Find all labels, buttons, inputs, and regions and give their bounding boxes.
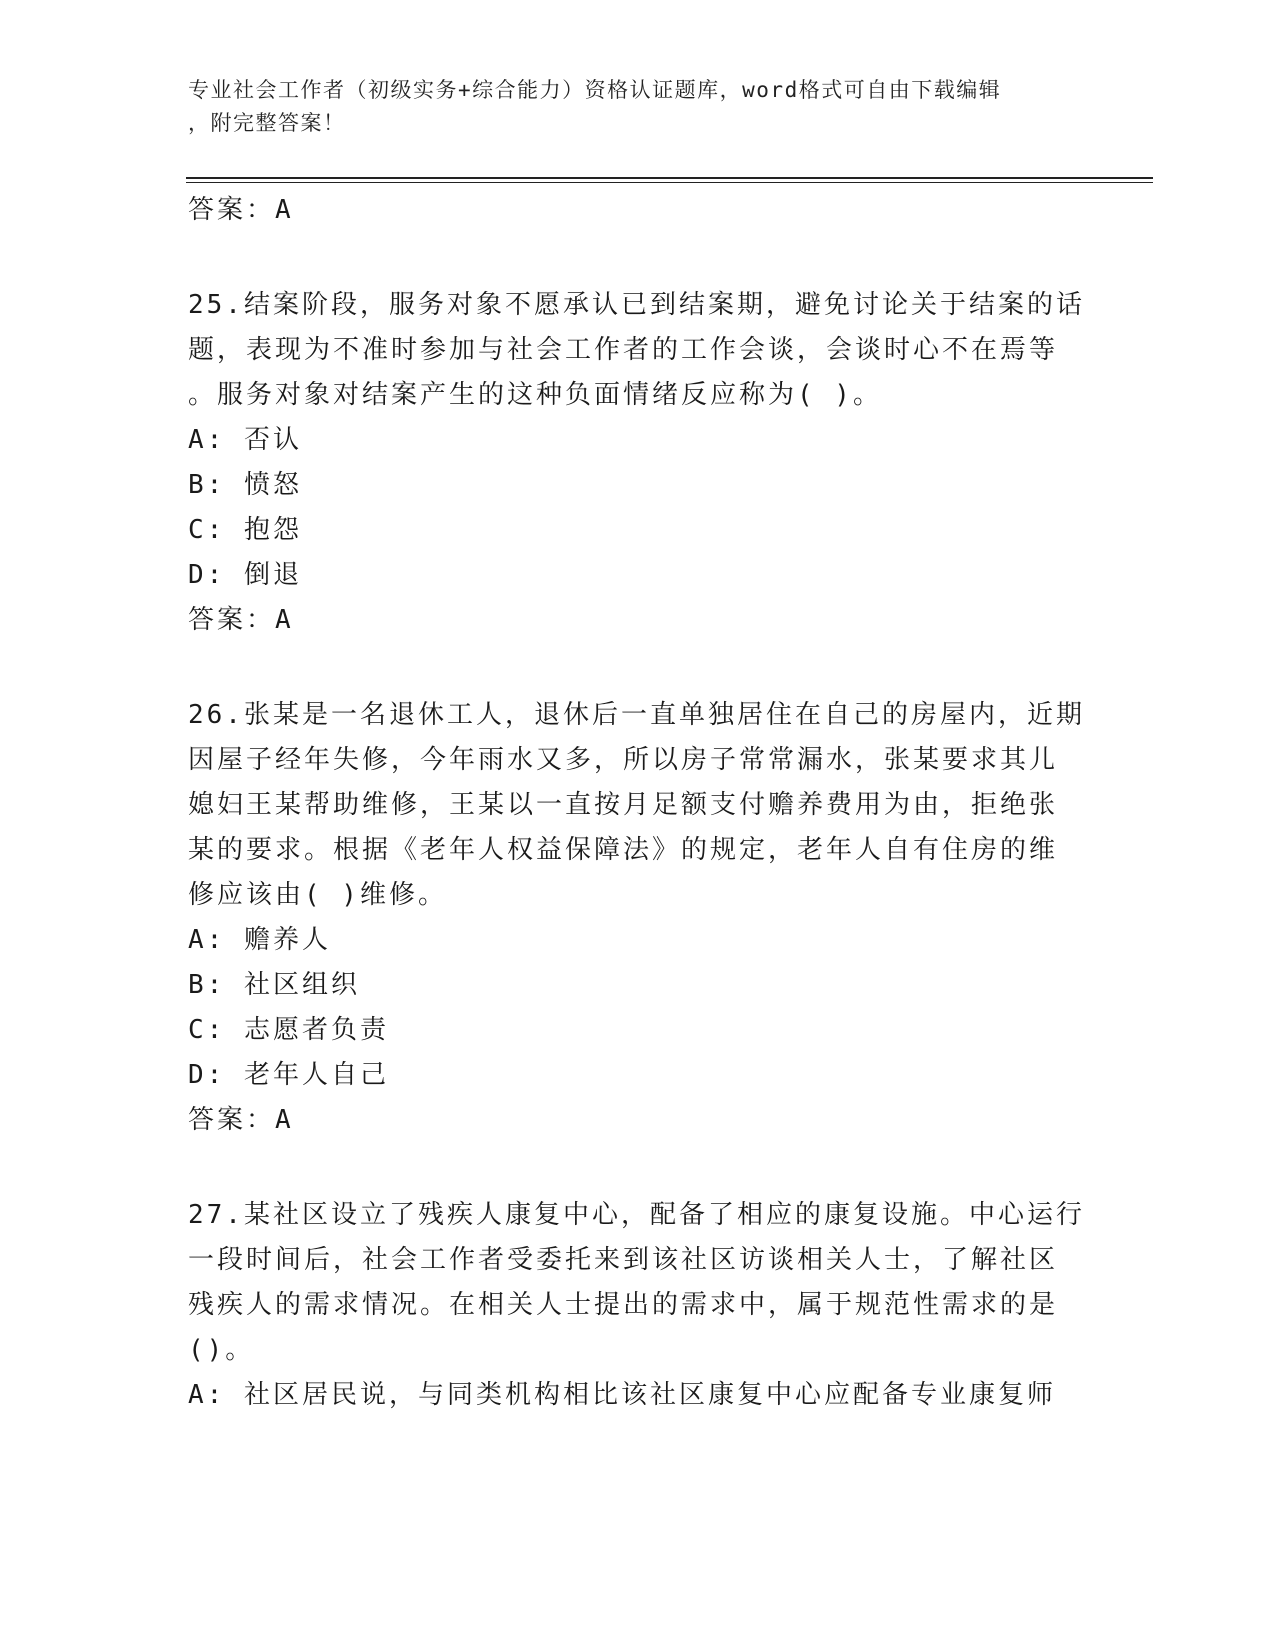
answer-line: 答案：A	[188, 605, 294, 635]
question-stem-line: 残疾人的需求情况。在相关人士提出的需求中，属于规范性需求的是	[188, 1290, 1059, 1320]
option-b: B: 愤怒	[188, 470, 302, 500]
question-25	[188, 283, 1088, 643]
question-stem-line: 题，表现为不准时参加与社会工作者的工作会谈，会谈时心不在焉等	[188, 335, 1059, 365]
spacer	[188, 1143, 1088, 1193]
option-a: A: 否认	[188, 425, 302, 455]
question-stem-line: 。服务对象对结案产生的这种负面情绪反应称为( )。	[188, 380, 882, 410]
header-title-line-1: 专业社会工作者（初级实务+综合能力）资格认证题库，word格式可自由下载编辑	[188, 78, 1002, 102]
answer-line: 答案：A	[188, 1105, 294, 1135]
question-stem-line: 25.结案阶段，服务对象不愿承认已到结案期，避免讨论关于结案的话	[188, 290, 1085, 320]
question-stem-line: 修应该由( )维修。	[188, 880, 447, 910]
page-header	[188, 74, 1088, 140]
option-a: A: 赡养人	[188, 925, 331, 955]
spacer	[188, 643, 1088, 693]
option-c: C: 志愿者负责	[188, 1015, 389, 1045]
question-stem-line: 27.某社区设立了残疾人康复中心，配备了相应的康复设施。中心运行	[188, 1200, 1085, 1230]
question-27	[188, 1193, 1088, 1418]
previous-answer: 答案：A	[188, 195, 294, 225]
header-divider-thin	[186, 182, 1153, 183]
spacer	[188, 233, 1088, 283]
question-stem-line: 一段时间后，社会工作者受委托来到该社区访谈相关人士，了解社区	[188, 1245, 1059, 1275]
header-divider-thick	[186, 177, 1153, 179]
question-26	[188, 693, 1088, 1143]
question-content	[188, 188, 1088, 1418]
option-d: D: 倒退	[188, 560, 302, 590]
header-title-line-2: ，附完整答案！	[188, 111, 346, 135]
option-c: C: 抱怨	[188, 515, 302, 545]
question-stem-line: 因屋子经年失修，今年雨水又多，所以房子常常漏水，张某要求其儿	[188, 745, 1059, 775]
option-a: A: 社区居民说，与同类机构相比该社区康复中心应配备专业康复师	[188, 1380, 1056, 1410]
question-stem-line: ()。	[188, 1335, 255, 1365]
option-d: D: 老年人自己	[188, 1060, 389, 1090]
option-b: B: 社区组织	[188, 970, 360, 1000]
question-stem-line: 媳妇王某帮助维修，王某以一直按月足额支付赡养费用为由，拒绝张	[188, 790, 1059, 820]
question-stem-line: 26.张某是一名退休工人，退休后一直单独居住在自己的房屋内，近期	[188, 700, 1085, 730]
question-stem-line: 某的要求。根据《老年人权益保障法》的规定，老年人自有住房的维	[188, 835, 1059, 865]
